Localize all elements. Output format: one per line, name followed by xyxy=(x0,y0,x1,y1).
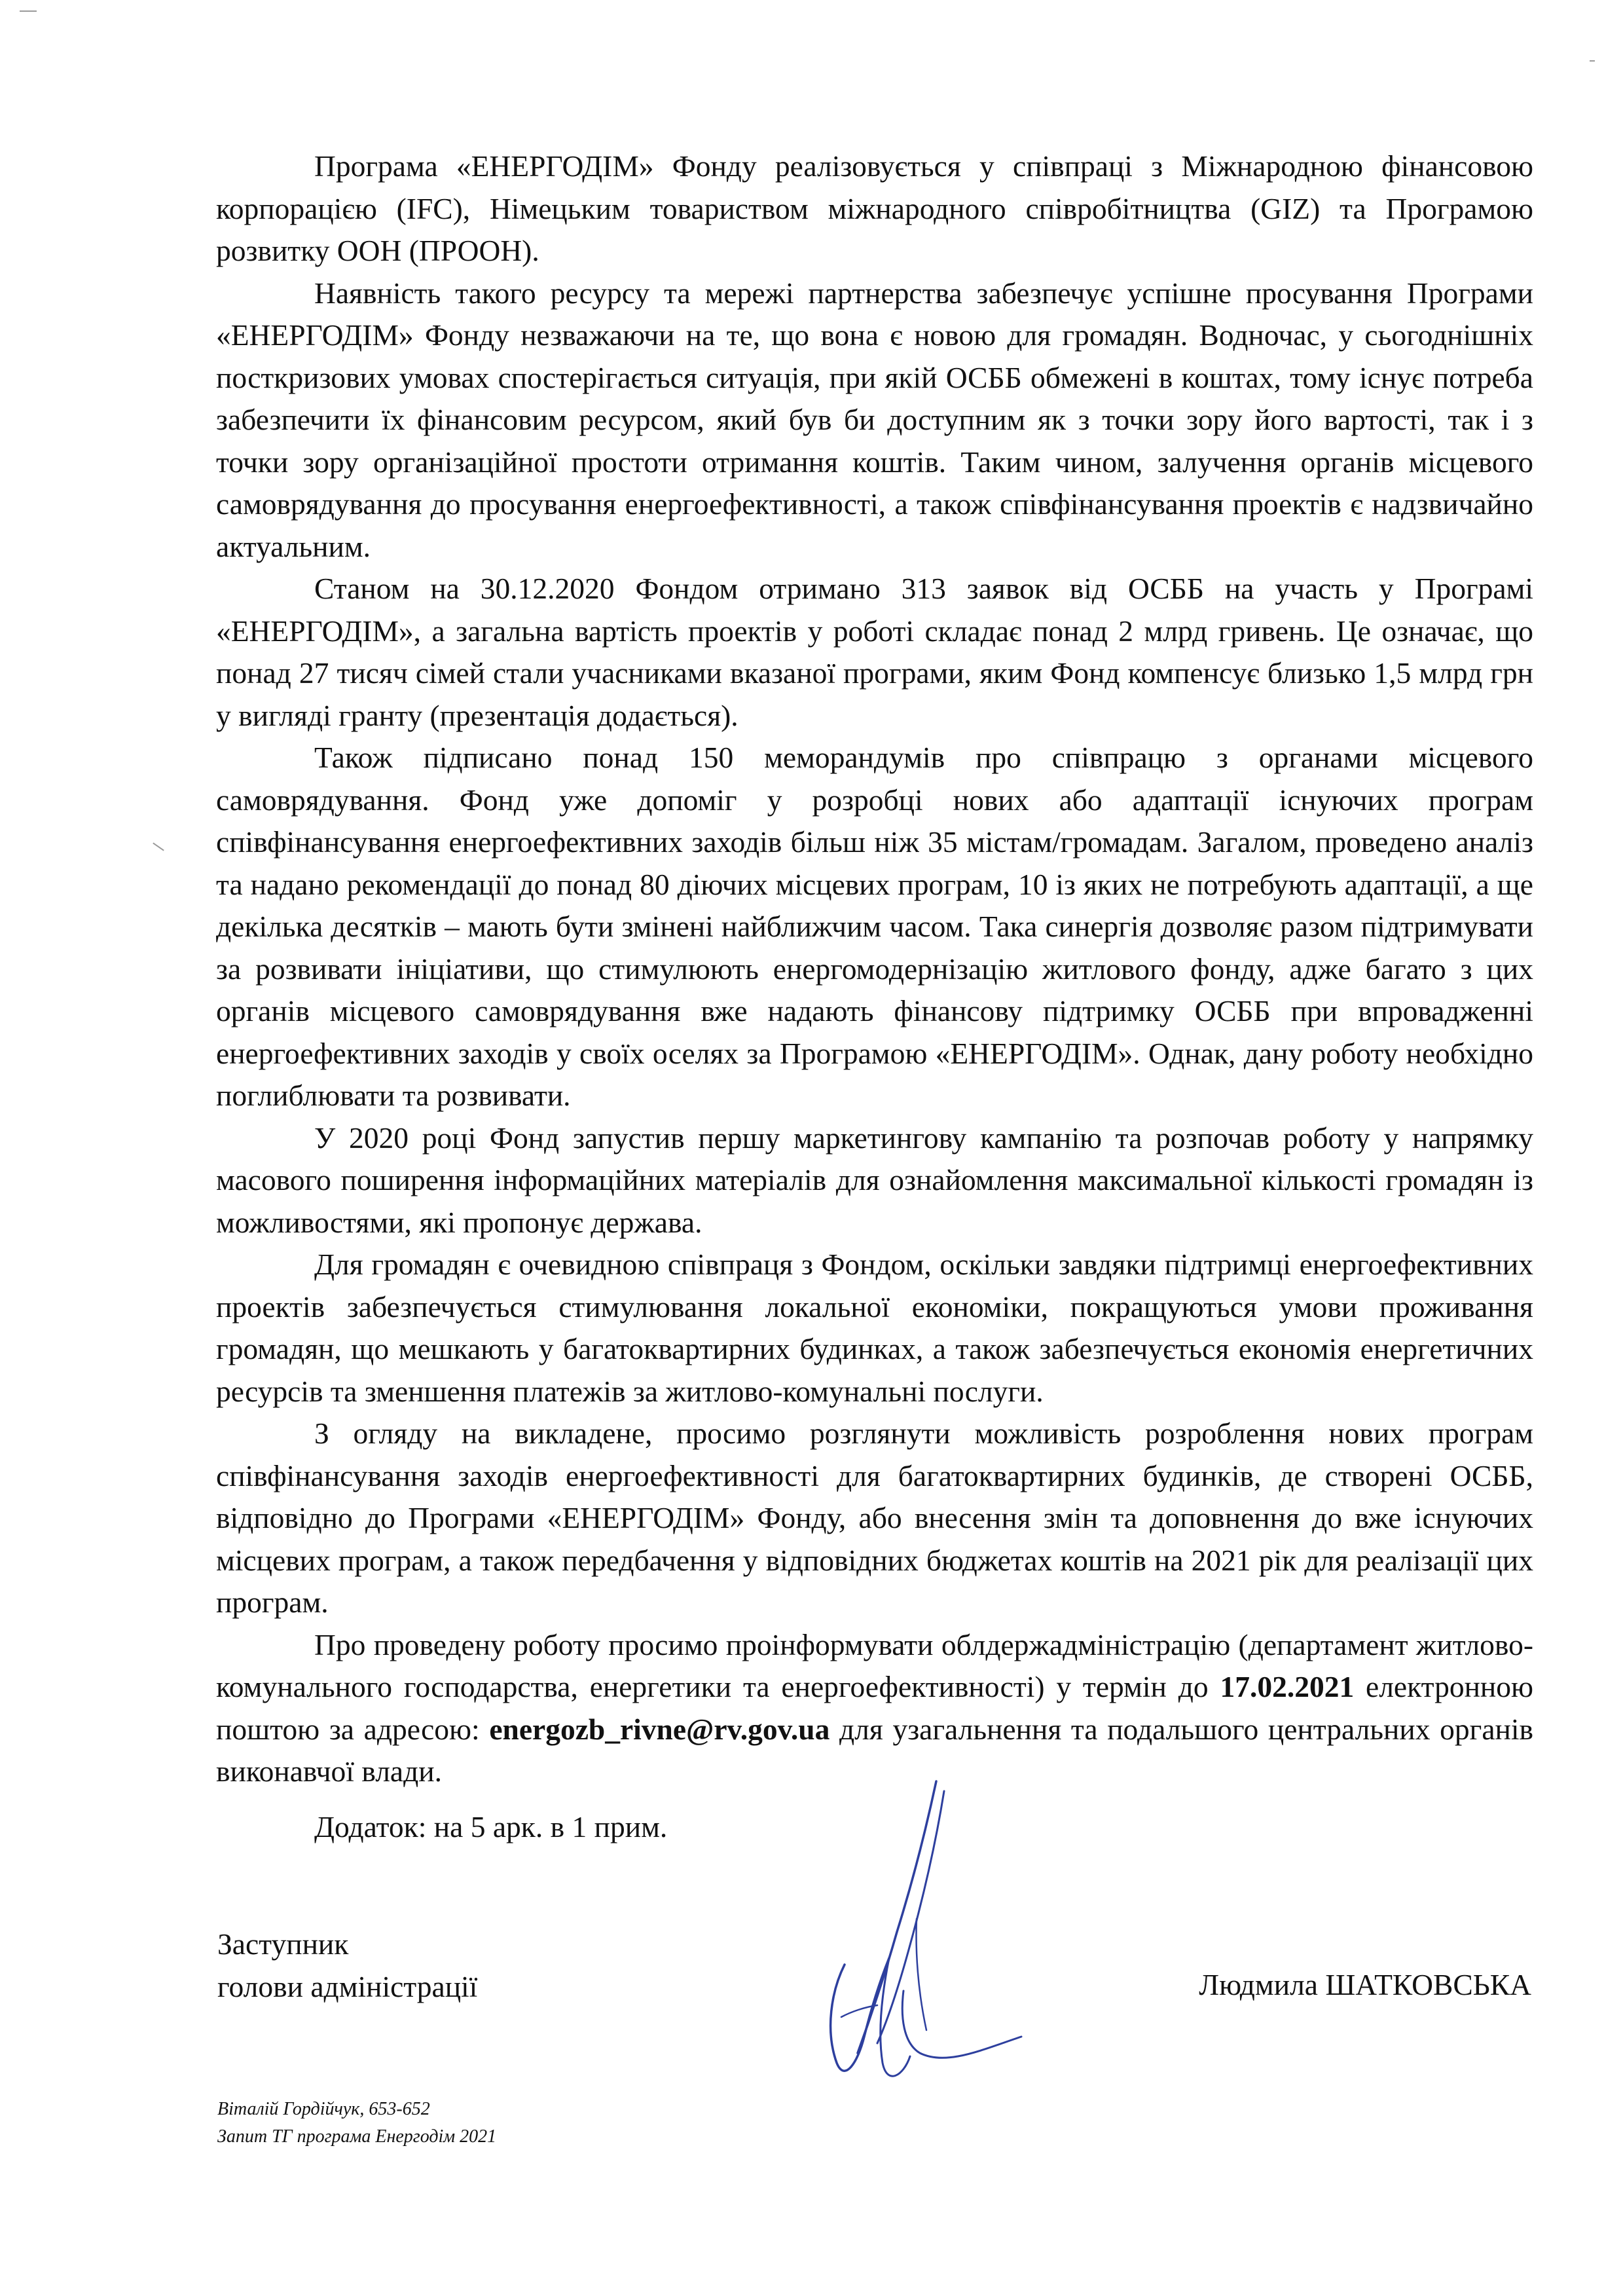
deadline-text-part3: для узагальнення та подальшого центральних органів виконавчої влади. xyxy=(216,1712,1533,1788)
scan-speck xyxy=(20,10,37,12)
letter-body xyxy=(216,145,1533,1793)
handwritten-signature xyxy=(805,1755,1041,2096)
signatory-title-line1: Заступник xyxy=(217,1927,349,1961)
paragraph-memorandums: Також підписано понад 150 меморандумів про співпрацю з органами місцевого самоврядування. Фонд уже допоміг у розробці нових або адаптації існуючих програм співфінансування енергоефективних заходів більш ніж 35 містам/громадам. Загалом, проведено аналіз та надано рекомендації до понад 80 діючих місцевих програм, 10 із яких не потребують адаптації, а ще декілька десятків – мають бути змінені найближчим часом. Така синергія дозволяє разом підтримувати за розвивати ініціативи, що стимулюють енергомодернізацію житлового фонду, адже багато з цих органів місцевого самоврядування вже надають фінансову підтримку ОСББ при впровадженні енергоефективних заходів у своїх оселях за Програмою «ЕНЕРГОДІМ». Однак, дану роботу необхідно поглиблювати та розвивати. xyxy=(216,741,1533,1112)
paragraph-resources: Наявність такого ресурсу та мережі партнерства забезпечує успішне просування Програми «ЕНЕРГОДІМ» Фонду незважаючи на те, що вона є новою для громадян. Водночас, у сьогоднішніх посткризових умовах спостерігається ситуація, при якій ОСББ обмежені в коштах, тому існує потреба забезпечити їх фінансовим ресурсом, який був би доступним як з точки зору його вартості, так і з точки зору організаційної простоти отримання коштів. Таким чином, залучення органів місцевого самоврядування до просування енергоефективності, а також співфінансування проектів є надзвичайно актуальним. xyxy=(216,276,1533,563)
signatory-title xyxy=(217,1923,477,2008)
scan-speck xyxy=(1590,60,1595,62)
contact-email: energozb_rivne@rv.gov.ua xyxy=(489,1712,830,1746)
scan-speck xyxy=(153,842,164,851)
deadline-text-part1: Про проведену роботу просимо проінформувати облдержадміністрацію (департамент житлово-комунального господарства, енергетики та енергоефективності) у термін до xyxy=(216,1627,1533,1703)
paragraph-request: З огляду на викладене, просимо розглянути можливість розроблення нових програм співфінансування заходів енергоефективності для багатоквартирних будинків, де створені ОСББ, відповідно до Програми «ЕНЕРГОДІМ» Фонду, або внесення змін та доповнення до вже існуючих місцевих програм, а також передбачення у відповідних бюджетах коштів на 2021 рік для реалізації цих програм. xyxy=(216,1416,1533,1619)
footer-document-ref: Запит ТГ програма Енергодім 2021 xyxy=(217,2126,497,2147)
deadline-text-part2: електронною поштою за адресою: xyxy=(216,1670,1534,1746)
paragraph-marketing: У 2020 році Фонд запустив першу маркетингову кампанію та розпочав роботу у напрямку масового поширення інформаційних матеріалів для ознайомлення максимальної кількості громадян із можливостями, які пропонує держава. xyxy=(216,1120,1533,1239)
paragraph-partners: Програма «ЕНЕРГОДІМ» Фонду реалізовується у співпраці з Міжнародною фінансовою корпорацією (IFC), Німецьким товариством міжнародного співробітництва (GIZ) та Програмою розвитку ООН (ПРООН). xyxy=(216,149,1533,267)
paragraph-statistics: Станом на 30.12.2020 Фондом отримано 313 заявок від ОСББ на участь у Програмі «ЕНЕРГОДІМ», а загальна вартість проектів у роботі складає понад 2 млрд гривень. Це означає, що понад 27 тисяч сімей стали учасниками вказаної програми, яким Фонд компенсує близько 1,5 млрд грн у вигляді гранту (презентація додається). xyxy=(216,572,1533,732)
footer-notes xyxy=(217,2096,496,2151)
signatory-name: Людмила ШАТКОВСЬКА xyxy=(1199,1968,1531,2001)
deadline-date: 17.02.2021 xyxy=(1220,1670,1355,1703)
footer-executor: Віталій Гордійчук, 653-652 xyxy=(217,2099,430,2119)
paragraph-citizens: Для громадян є очевидною співпраця з Фондом, оскільки завдяки підтримці енергоефективних проектів забезпечується стимулювання локальної економіки, покращуються умови проживання громадян, що мешкають у багатоквартирних будинках, а також забезпечується економія енергетичних ресурсів та зменшення платежів за житлово-комунальні послуги. xyxy=(216,1248,1533,1408)
attachment-note: Додаток: на 5 арк. в 1 прим. xyxy=(314,1810,668,1843)
signatory-title-line2: голови адміністрації xyxy=(217,1969,478,2003)
